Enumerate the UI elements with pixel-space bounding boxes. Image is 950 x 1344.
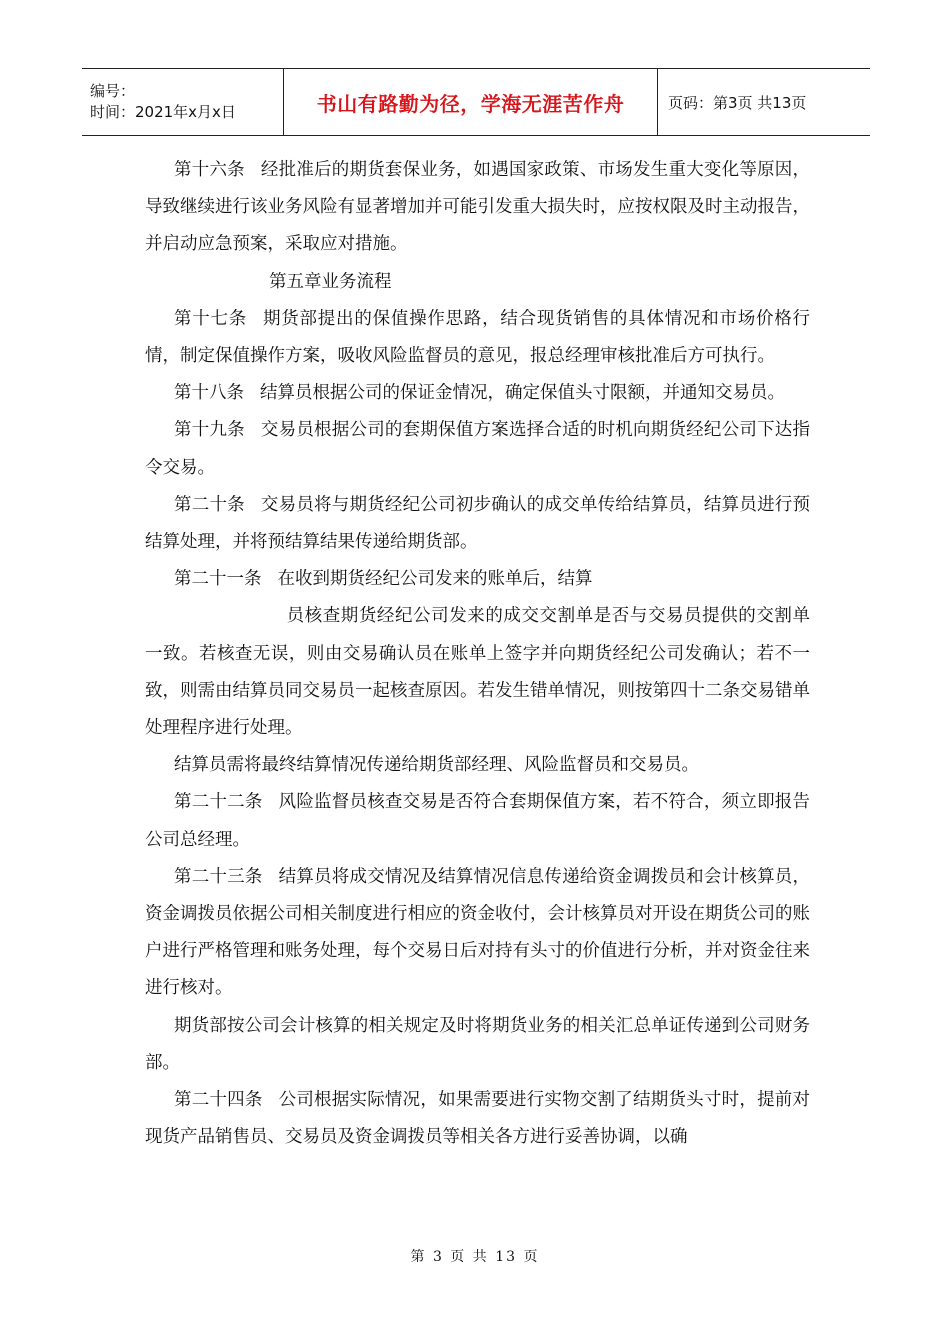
paragraph-text: 公司根据实际情况，如果需要进行实物交割了结期货头寸时，提前对现货产品销售员、交易员及资金调拨员等相关各方进行妥善协调，以确 <box>145 1090 811 1148</box>
article-number: 第十六条 <box>174 160 245 180</box>
motto: 书山有路勤为径，学海无涯苦作舟 <box>316 91 625 116</box>
article-number: 第二十三条 <box>174 866 263 887</box>
paragraph-text: 交易员将与期货经纪公司初步确认的成交单传给结算员，结算员进行预结算处理，并将预结算结果传递给期货部。 <box>145 494 811 553</box>
paragraph-22 <box>145 784 810 858</box>
paragraph-20 <box>145 487 810 561</box>
paragraph-19 <box>145 412 810 486</box>
paragraph-21-continued <box>145 598 810 747</box>
article-number: 第十七条 <box>174 308 248 329</box>
paragraph-text: 经批准后的期货套保业务，如遇国家政策、市场发生重大变化等原因，导致继续进行该业务风险有显著增加并可能引发重大损失时，应按权限及时主动报告，并启动应急预案，采取应对措施。 <box>145 160 811 255</box>
document-body <box>145 152 810 1156</box>
paragraph-text: 员核查期货经纪公司发来的成交交割单是否与交易员提供的交割单一致。若核查无误，则由交易确认员在账单上签字并向期货经纪公司发确认；若不一致，则需由结算员同交易员一起核查原因。若发生错单情况，则按第四十二条交易错单处理程序进行处理。 <box>145 606 810 739</box>
paragraph-text: 结算员根据公司的保证金情况，确定保值头寸限额，并通知交易员。 <box>260 383 785 404</box>
paragraph-text: 交易员根据公司的套期保值方案选择合适的时机向期货经纪公司下达指令交易。 <box>145 420 811 478</box>
paragraph-16 <box>145 152 810 264</box>
article-number: 第二十四条 <box>174 1090 263 1111</box>
header-page-cell <box>658 69 870 135</box>
paragraph-text: 结算员将成交情况及结算情况信息传递给资金调拨员和会计核算员，资金调拨员依据公司相关制度进行相应的资金收付，会计核算员对开设在期货公司的账户进行严格管理和账务处理，每个交易日后对持有头寸的价值进行分析，并对资金往来进行核对。 <box>145 866 811 999</box>
paragraph-23 <box>145 859 810 1008</box>
article-number: 第二十二条 <box>174 792 263 813</box>
article-number: 第二十一条 <box>174 569 262 590</box>
document-header <box>82 68 870 136</box>
chapter-heading: 第五章业务流程 <box>269 271 392 292</box>
article-number: 第十九条 <box>174 420 245 441</box>
code-label: 编号： <box>90 82 136 100</box>
article-number: 第二十条 <box>174 494 245 515</box>
paragraph-text: 风险监督员核查交易是否符合套期保值方案，若不符合，须立即报告公司总经理。 <box>145 792 811 850</box>
paragraph-text: 期货部提出的保值操作思路，结合现货销售的具体情况和市场价格行情，制定保值操作方案，吸收风险监督员的意见，报总经理审核批准后方可执行。 <box>145 308 810 367</box>
paragraph-21-note: 结算员需将最终结算情况传递给期货部经理、风险监督员和交易员。 <box>174 755 699 776</box>
header-motto-cell <box>284 69 658 135</box>
paragraph-text: 在收到期货经纪公司发来的账单后，结算 <box>277 569 593 590</box>
paragraph-21 <box>145 561 810 598</box>
page-footer: 第 3 页 共 13 页 <box>410 1249 540 1265</box>
header-left-cell <box>82 69 284 135</box>
paragraph-23-note: 期货部按公司会计核算的相关规定及时将期货业务的相关汇总单证传递到公司财务部。 <box>145 1015 810 1073</box>
article-number: 第十八条 <box>174 383 244 404</box>
paragraph-18 <box>145 375 810 412</box>
paragraph-24 <box>145 1082 810 1156</box>
time-label: 时间：2021年x月x日 <box>90 103 236 121</box>
paragraph-17 <box>145 301 810 375</box>
page-code: 页码：第3页 共13页 <box>668 93 807 112</box>
